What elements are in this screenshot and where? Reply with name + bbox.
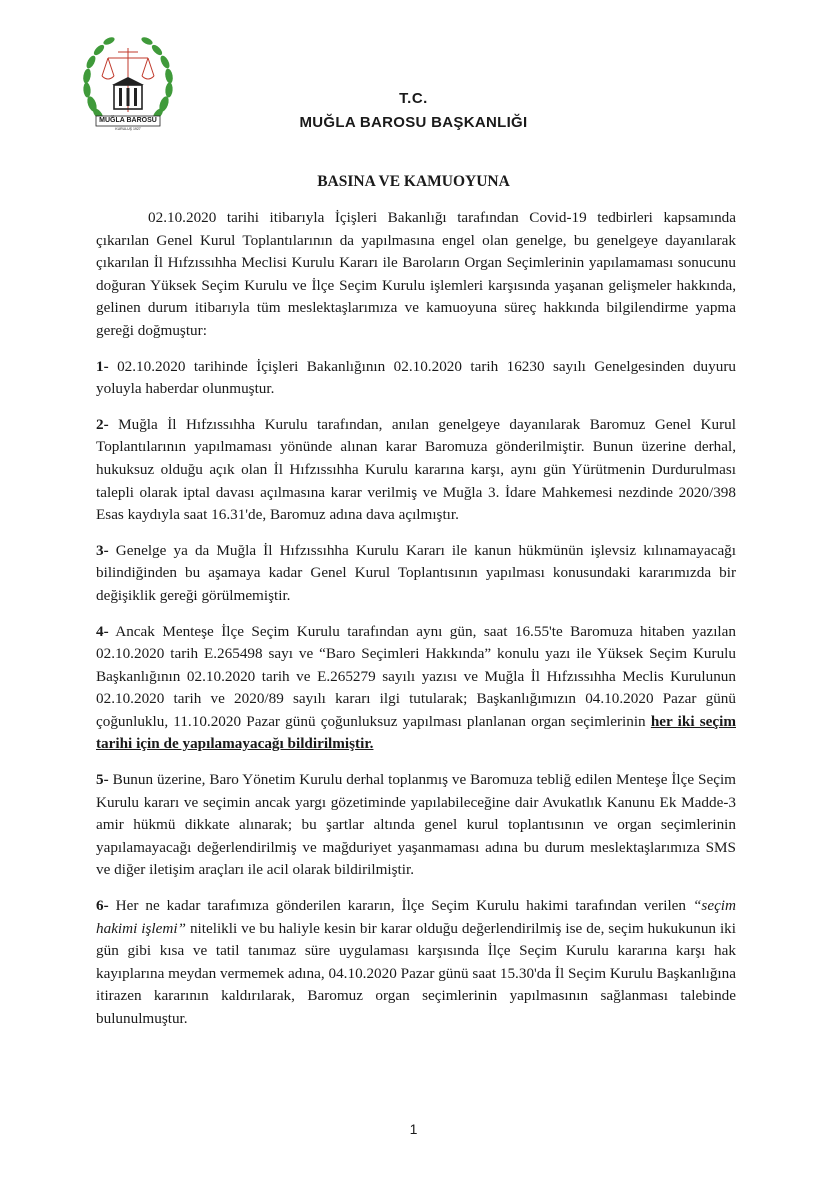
item-text: 02.10.2020 tarihinde İçişleri Bakanlığının 02.10.2020 tarih 16230 sayılı Genelgesinden duyuru yoluyla haberdar olunmuştur. — [96, 357, 736, 398]
list-item-4 — [96, 621, 736, 757]
item-text-before: Her ne kadar tarafımıza gönderilen kararın, İlçe Seçim Kurulu hakimi tarafından verilen — [108, 897, 693, 915]
item-number: 3- — [96, 541, 109, 559]
item-number: 6- — [96, 897, 109, 915]
list-item-3 — [96, 540, 736, 608]
item-text: Muğla İl Hıfzıssıhha Kurulu tarafından, anılan genelgeye dayanılarak Baromuz Genel Kurul Toplantılarının yapılmaması yönünde alınan karar Baromuza gönderilmiştir. Bunun üzerine derhal, hukuksuz olduğu açık olan İl Hıfzıssıhha Kurulu kararına karşı, aynı gün Yürütmenin Durdurulması talepli olarak iptal davası açılmasına karar verilmiş ve Muğla 3. İdare Mahkemesi nezdinde 2020/398 Esas kaydıyla saat 16.31'de, Baromuz adına dava açılmıştır. — [96, 415, 736, 524]
list-item-1 — [96, 356, 736, 401]
italic-quote: “seçim hakimi işlemi” — [96, 897, 736, 937]
logo-text: MUĞLA BAROSU — [99, 117, 157, 124]
intro-paragraph: 02.10.2020 tarihi itibarıyla İçişleri Bakanlığı tarafından Covid-19 tedbirleri kapsamında çıkarılan Genel Kurul Toplantılarının da yapılmasına engel olan genelge, bu genelgeye dayanılarak çıkarılan İl Hıfzıssıhha Meclisi Kurulu Kararı ile Baroların Organ Seçimlerinin yapılamaması sonucunu doğuran Yüksek Seçim Kurulu ve İlçe Seçim Kurulu işlemleri karşısında yaşanan gelişmeler hakkında, gelinen durum itibarıyla tüm meslektaşlarımıza ve kamuoyuna süreç hakkında bilgilendirme yapma gereği doğmuştur: — [96, 209, 736, 339]
emphasized-statement: her iki seçim tarihi için de yapılamayacağı bildirilmiştir. — [96, 712, 736, 753]
item-number: 4- — [96, 622, 109, 640]
header-institution-name: MUĞLA BAROSU BAŞKANLIĞI — [299, 114, 528, 131]
item-text: Bunun üzerine, Baro Yönetim Kurulu derhal toplanmış ve Baromuza tebliğ edilen Menteşe İlçe Seçim Kurulu kararı ve seçimin ancak yargı gözetiminde yapılabileceğine dair Avukatlık Kanunu Ek Madde-3 amir hükmü dikkate alınarak; bu şartlar altında genel kurul toplantısının ve organ seçimlerinin yapılamayacağı değerlendirilmiş ve mağduriyet yaşanmaması adına bu durum meslektaşlarımıza SMS ve diğer iletişim araçları ile acil olarak bildirilmiştir. — [96, 771, 736, 879]
logo-subtext: KURULUŞ 1927 — [115, 127, 141, 131]
document-body — [96, 207, 736, 1044]
list-item-5 — [96, 769, 736, 882]
header-org: T.C. — [399, 90, 428, 107]
item-number: 5- — [96, 771, 109, 789]
item-text: Genelge ya da Muğla İl Hıfzıssıhha Kurulu Kararı ile kanun hükmünün işlevsiz kılınamayacağı bilindiğinden bu aşamaya kadar Genel Kurul Toplantısının yapılması konusundaki kararımızda bir değişiklik gereği görülmemiştir. — [96, 541, 736, 604]
item-number: 2- — [96, 415, 109, 433]
item-text-after: nitelikli ve bu haliyle kesin bir karar olduğu değerlendirilmiş ise de, seçim hukukunun iki gün gibi kısa ve tatil tanımaz süre uygulaması karşısında İlçe Seçim Kurulu kararına karşı hak kayıplarına meydan vermemek adına, 04.10.2020 Pazar günü saat 15.30'da İl Seçim Kurulu Başkanlığına itirazen kararının kaldırılarak, Baromuz organ seçimlerinin yapılmasının sağlanması talebinde bulunulmuştur. — [96, 919, 737, 1027]
item-number: 1- — [96, 357, 109, 375]
page-number: 1 — [409, 1121, 418, 1137]
item-text: Ancak Menteşe İlçe Seçim Kurulu tarafından aynı gün, saat 16.55'te Baromuza hitaben yazılan 02.10.2020 tarih E.265498 sayı ve “Baro Seçimleri Hakkında” konulu yazı ile Yüksek Seçim Kurulu Başkanlığının 02.10.2020 tarih ve E.265279 sayılı yazısı ve Muğla İl Hıfzıssıhha Meclis Kurulunun 02.10.2020 tarih ve 2020/89 sayılı kararı ilgi tutularak; Başkanlığımızın 04.10.2020 Pazar günü çoğunluklu, 11.10.2020 Pazar günü çoğunluksuz yapılması planlanan organ seçimlerinin — [96, 622, 736, 730]
list-item-2 — [96, 414, 736, 527]
list-item-6 — [96, 895, 736, 1031]
document-title: BASINA VE KAMUOYUNA — [317, 173, 510, 190]
